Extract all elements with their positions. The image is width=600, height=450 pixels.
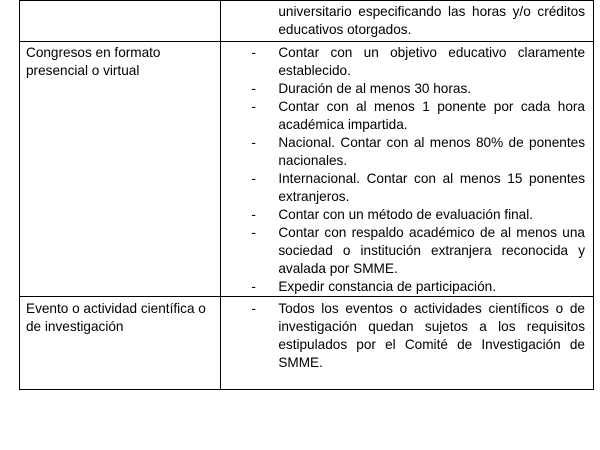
list-item xyxy=(221,170,585,206)
list-item xyxy=(221,80,585,98)
list-item xyxy=(221,44,585,80)
list-item xyxy=(221,278,585,296)
requirement-text: Contar con un objetivo educativo claramente establecido. xyxy=(278,45,585,78)
requirement-text: Contar con un método de evaluación final. xyxy=(278,207,534,222)
requirement-text: Contar con respaldo académico de al menos una sociedad o institución extranjera reconocida y avalada por SMME. xyxy=(278,225,585,276)
requirements-list xyxy=(221,3,585,39)
list-item xyxy=(221,3,585,39)
bullet-dash: - xyxy=(251,207,256,222)
requirement-text: universitario especificando las horas y/o créditos educativos otorgados. xyxy=(278,4,585,37)
bullet-dash: - xyxy=(251,81,256,96)
requirements-list xyxy=(221,44,585,296)
requirements-table xyxy=(19,0,594,390)
criterion-cell xyxy=(20,42,221,297)
requirement-text: Internacional. Contar con al menos 15 ponentes extranjeros. xyxy=(278,171,585,204)
requirement-text: Expedir constancia de participación. xyxy=(278,279,496,294)
criterion-label xyxy=(20,1,220,3)
bullet-dash: - xyxy=(251,45,256,60)
bullet-dash: - xyxy=(251,279,256,294)
requirements-cell xyxy=(221,1,594,42)
list-item xyxy=(221,134,585,170)
requirements-list xyxy=(221,300,585,372)
criterion-label: Evento o actividad científica o de investigación xyxy=(26,301,206,334)
bullet-dash: - xyxy=(251,135,256,150)
criterion-cell xyxy=(20,297,221,390)
list-item xyxy=(221,224,585,278)
bullet-dash: - xyxy=(251,225,256,240)
table-row xyxy=(20,1,594,42)
requirement-text: Todos los eventos o actividades científicos o de investigación quedan sujetos a los requisitos estipulados por el Comité de Investigación de SMME. xyxy=(278,301,585,370)
list-item xyxy=(221,98,585,134)
requirement-text: Nacional. Contar con al menos 80% de ponentes nacionales. xyxy=(278,135,585,168)
bullet-dash: - xyxy=(251,171,256,186)
requirements-cell xyxy=(221,42,594,297)
criterion-label: Congresos en formato presencial o virtual xyxy=(26,45,161,78)
bullet-dash: - xyxy=(251,99,256,114)
table-row xyxy=(20,42,594,297)
criterion-cell xyxy=(20,1,221,42)
list-item xyxy=(221,300,585,372)
bullet-dash: - xyxy=(251,301,256,316)
requirement-text: Duración de al menos 30 horas. xyxy=(278,81,472,96)
requirement-text: Contar con al menos 1 ponente por cada hora académica impartida. xyxy=(278,99,585,132)
table-row xyxy=(20,297,594,390)
list-item xyxy=(221,206,585,224)
requirements-cell xyxy=(221,297,594,390)
